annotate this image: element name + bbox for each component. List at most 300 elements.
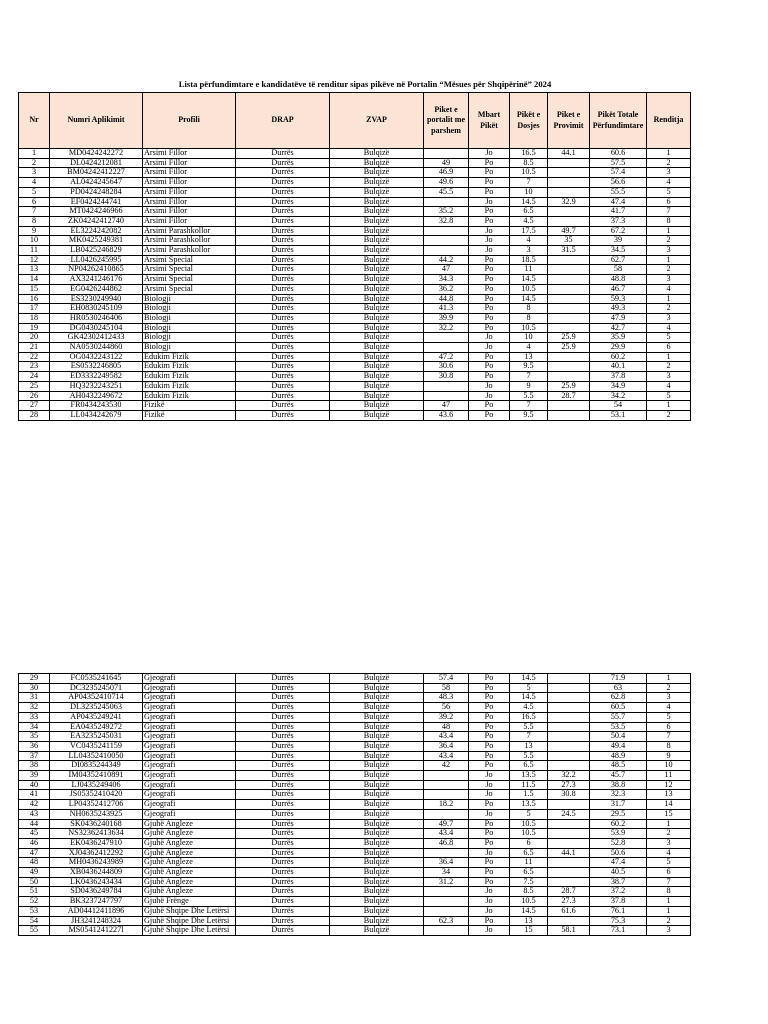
cell-application-number: AX3241246176 [50, 275, 143, 285]
cell-portal-points: 49.7 [424, 819, 469, 829]
cell-exam-points [548, 362, 590, 372]
cell-exam-points [548, 255, 590, 265]
cell-rank: 2 [647, 683, 691, 693]
cell-zvap: Bulqizë [330, 858, 424, 868]
table-row [19, 838, 691, 848]
cell-total-points: 54 [590, 401, 647, 411]
cell-drap: Durrës [236, 693, 330, 703]
cell-profile: Biologji [143, 304, 236, 314]
cell-portal-points [424, 926, 469, 936]
cell-portal-points [424, 246, 469, 256]
cell-dossier-points: 11 [510, 265, 548, 275]
cell-zvap: Bulqizë [330, 800, 424, 810]
header-total-points: Pikët Totale Përfundimtare [590, 93, 647, 149]
cell-drap: Durrës [236, 178, 330, 188]
cell-total-points: 40.1 [590, 362, 647, 372]
cell-zvap: Bulqizë [330, 265, 424, 275]
cell-dossier-points: 16.5 [510, 712, 548, 722]
cell-carry-points: Jo [469, 790, 510, 800]
cell-application-number: LB0425246829 [50, 246, 143, 256]
cell-drap: Durrës [236, 722, 330, 732]
cell-dossier-points: 10.5 [510, 819, 548, 829]
header-application-number: Numri Aplikimit [50, 93, 143, 149]
cell-nr: 4 [19, 178, 50, 188]
cell-application-number: EH0830245109 [50, 304, 143, 314]
cell-rank: 4 [647, 323, 691, 333]
cell-drap: Durrës [236, 819, 330, 829]
cell-profile: Gjeografi [143, 761, 236, 771]
cell-dossier-points: 6.5 [510, 761, 548, 771]
cell-rank: 6 [647, 868, 691, 878]
cell-exam-points [548, 168, 590, 178]
cell-zvap: Bulqizë [330, 790, 424, 800]
cell-application-number: LL04352410050 [50, 751, 143, 761]
cell-dossier-points: 10.5 [510, 168, 548, 178]
cell-portal-points: 62.3 [424, 916, 469, 926]
cell-application-number: EA0435249272 [50, 722, 143, 732]
cell-profile: Gjuhë Shqipe Dhe Letërsi [143, 926, 236, 936]
cell-nr: 13 [19, 265, 50, 275]
cell-exam-points [548, 401, 590, 411]
cell-zvap: Bulqizë [330, 926, 424, 936]
cell-portal-points: 44.2 [424, 255, 469, 265]
table-row [19, 236, 691, 246]
cell-nr: 21 [19, 343, 50, 353]
cell-exam-points: 28.7 [548, 391, 590, 401]
cell-application-number: HQ3232243251 [50, 381, 143, 391]
cell-zvap: Bulqizë [330, 897, 424, 907]
cell-dossier-points: 6.5 [510, 848, 548, 858]
cell-application-number: PD0424248284 [50, 187, 143, 197]
cell-application-number: DL3235245063 [50, 703, 143, 713]
cell-profile: Gjeografi [143, 751, 236, 761]
header-portal-points: Piket e portalit me parshem [424, 93, 469, 149]
cell-total-points: 56.6 [590, 178, 647, 188]
cell-nr: 5 [19, 187, 50, 197]
cell-drap: Durrës [236, 197, 330, 207]
cell-rank: 6 [647, 722, 691, 732]
cell-profile: Gjuhë Shqipe Dhe Letërsi [143, 906, 236, 916]
cell-rank: 12 [647, 780, 691, 790]
cell-drap: Durrës [236, 343, 330, 353]
cell-dossier-points: 4.5 [510, 703, 548, 713]
cell-nr: 53 [19, 906, 50, 916]
cell-application-number: EK0436247910 [50, 838, 143, 848]
cell-application-number: MD0424242272 [50, 149, 143, 159]
cell-total-points: 29.5 [590, 809, 647, 819]
table-row [19, 187, 691, 197]
cell-portal-points: 43.6 [424, 410, 469, 420]
cell-portal-points: 36.4 [424, 858, 469, 868]
cell-exam-points: 27.3 [548, 897, 590, 907]
cell-rank: 7 [647, 207, 691, 217]
cell-portal-points: 46.8 [424, 838, 469, 848]
cell-application-number: SK0436240168 [50, 819, 143, 829]
cell-portal-points: 30.8 [424, 372, 469, 382]
cell-exam-points [548, 722, 590, 732]
cell-application-number: LP04352412706 [50, 800, 143, 810]
table-row [19, 313, 691, 323]
cell-drap: Durrës [236, 323, 330, 333]
cell-portal-points [424, 887, 469, 897]
cell-profile: Arsimi Parashkollor [143, 246, 236, 256]
cell-rank: 1 [647, 897, 691, 907]
cell-rank: 3 [647, 246, 691, 256]
cell-exam-points [548, 819, 590, 829]
table-row [19, 751, 691, 761]
cell-exam-points [548, 868, 590, 878]
cell-drap: Durrës [236, 352, 330, 362]
cell-nr: 10 [19, 236, 50, 246]
cell-rank: 4 [647, 178, 691, 188]
cell-exam-points [548, 216, 590, 226]
cell-exam-points: 28.7 [548, 887, 590, 897]
cell-dossier-points: 11 [510, 858, 548, 868]
table-row [19, 207, 691, 217]
cell-rank: 1 [647, 819, 691, 829]
cell-portal-points: 58 [424, 683, 469, 693]
cell-drap: Durrës [236, 868, 330, 878]
cell-total-points: 49.4 [590, 741, 647, 751]
cell-carry-points: Po [469, 158, 510, 168]
table-row [19, 916, 691, 926]
cell-portal-points [424, 897, 469, 907]
cell-nr: 54 [19, 916, 50, 926]
cell-portal-points: 31.2 [424, 877, 469, 887]
cell-portal-points: 47 [424, 265, 469, 275]
table-row [19, 294, 691, 304]
results-table-page-2 [18, 673, 691, 936]
cell-exam-points: 31.5 [548, 246, 590, 256]
cell-drap: Durrës [236, 255, 330, 265]
cell-carry-points: Po [469, 187, 510, 197]
cell-total-points: 31.7 [590, 800, 647, 810]
cell-dossier-points: 11.5 [510, 780, 548, 790]
cell-total-points: 41.7 [590, 207, 647, 217]
cell-dossier-points: 7 [510, 178, 548, 188]
cell-portal-points [424, 149, 469, 159]
table-row [19, 265, 691, 275]
cell-dossier-points: 9 [510, 381, 548, 391]
cell-nr: 52 [19, 897, 50, 907]
table-row [19, 149, 691, 159]
cell-drap: Durrës [236, 275, 330, 285]
cell-carry-points: Po [469, 732, 510, 742]
cell-zvap: Bulqizë [330, 246, 424, 256]
cell-application-number: ZK04242412740 [50, 216, 143, 226]
cell-profile: Arsimi Fillor [143, 197, 236, 207]
cell-drap: Durrës [236, 829, 330, 839]
cell-nr: 15 [19, 284, 50, 294]
table-row [19, 722, 691, 732]
cell-drap: Durrës [236, 333, 330, 343]
cell-drap: Durrës [236, 887, 330, 897]
cell-dossier-points: 13 [510, 741, 548, 751]
cell-carry-points: Jo [469, 780, 510, 790]
cell-nr: 50 [19, 877, 50, 887]
cell-application-number: LK0436243434 [50, 877, 143, 887]
table-row [19, 741, 691, 751]
cell-drap: Durrës [236, 858, 330, 868]
cell-carry-points: Jo [469, 887, 510, 897]
cell-rank: 3 [647, 838, 691, 848]
cell-total-points: 40.5 [590, 868, 647, 878]
cell-carry-points: Po [469, 207, 510, 217]
cell-zvap: Bulqizë [330, 284, 424, 294]
cell-profile: Gjuhë Angleze [143, 838, 236, 848]
cell-total-points: 47.9 [590, 313, 647, 323]
cell-total-points: 59.3 [590, 294, 647, 304]
cell-total-points: 38.8 [590, 780, 647, 790]
cell-drap: Durrës [236, 391, 330, 401]
cell-dossier-points: 8 [510, 313, 548, 323]
cell-rank: 2 [647, 916, 691, 926]
cell-dossier-points: 14.5 [510, 906, 548, 916]
cell-carry-points: Po [469, 674, 510, 684]
cell-drap: Durrës [236, 401, 330, 411]
cell-profile: Gjeografi [143, 741, 236, 751]
cell-exam-points [548, 732, 590, 742]
cell-application-number: AD04412411896 [50, 906, 143, 916]
cell-total-points: 57.4 [590, 168, 647, 178]
cell-carry-points: Po [469, 401, 510, 411]
table-row [19, 897, 691, 907]
cell-rank: 7 [647, 732, 691, 742]
cell-profile: Arsimi Fillor [143, 168, 236, 178]
cell-zvap: Bulqizë [330, 216, 424, 226]
cell-dossier-points: 3 [510, 246, 548, 256]
cell-total-points: 60.5 [590, 703, 647, 713]
cell-application-number: MK0425249381 [50, 236, 143, 246]
cell-nr: 42 [19, 800, 50, 810]
cell-carry-points: Po [469, 265, 510, 275]
cell-application-number: JS05352410420 [50, 790, 143, 800]
cell-nr: 49 [19, 868, 50, 878]
cell-nr: 14 [19, 275, 50, 285]
cell-portal-points: 44.8 [424, 294, 469, 304]
cell-dossier-points: 7 [510, 372, 548, 382]
cell-drap: Durrës [236, 809, 330, 819]
table-row [19, 362, 691, 372]
cell-zvap: Bulqizë [330, 683, 424, 693]
cell-nr: 11 [19, 246, 50, 256]
cell-nr: 19 [19, 323, 50, 333]
table-row [19, 674, 691, 684]
table-row [19, 809, 691, 819]
cell-application-number: AL0424245647 [50, 178, 143, 188]
cell-zvap: Bulqizë [330, 323, 424, 333]
cell-carry-points: Jo [469, 391, 510, 401]
cell-drap: Durrës [236, 771, 330, 781]
cell-profile: Gjuhë Angleze [143, 887, 236, 897]
cell-exam-points: 27.3 [548, 780, 590, 790]
cell-drap: Durrës [236, 313, 330, 323]
cell-carry-points: Jo [469, 236, 510, 246]
table-row [19, 926, 691, 936]
cell-exam-points [548, 751, 590, 761]
cell-carry-points: Jo [469, 197, 510, 207]
cell-exam-points: 25.9 [548, 381, 590, 391]
header-profile: Profili [143, 93, 236, 149]
cell-total-points: 57.5 [590, 158, 647, 168]
cell-zvap: Bulqizë [330, 236, 424, 246]
cell-profile: Gjuhë Angleze [143, 819, 236, 829]
cell-nr: 16 [19, 294, 50, 304]
cell-exam-points [548, 858, 590, 868]
cell-total-points: 53.9 [590, 829, 647, 839]
cell-profile: Gjeografi [143, 712, 236, 722]
cell-dossier-points: 14.5 [510, 275, 548, 285]
cell-portal-points [424, 333, 469, 343]
cell-total-points: 45.7 [590, 771, 647, 781]
cell-rank: 2 [647, 265, 691, 275]
cell-carry-points: Jo [469, 343, 510, 353]
cell-application-number: AP0435249241 [50, 712, 143, 722]
table-row [19, 877, 691, 887]
cell-nr: 37 [19, 751, 50, 761]
cell-application-number: DL0424212081 [50, 158, 143, 168]
table-row [19, 771, 691, 781]
cell-carry-points: Jo [469, 333, 510, 343]
cell-nr: 47 [19, 848, 50, 858]
cell-carry-points: Po [469, 819, 510, 829]
cell-nr: 41 [19, 790, 50, 800]
cell-rank: 5 [647, 858, 691, 868]
cell-rank: 5 [647, 712, 691, 722]
cell-application-number: XB0436244809 [50, 868, 143, 878]
cell-nr: 7 [19, 207, 50, 217]
cell-profile: Arsimi Special [143, 284, 236, 294]
cell-total-points: 34.2 [590, 391, 647, 401]
cell-profile: Edukim Fizik [143, 381, 236, 391]
cell-portal-points: 36.4 [424, 741, 469, 751]
cell-carry-points: Po [469, 693, 510, 703]
table-row [19, 858, 691, 868]
cell-total-points: 48.9 [590, 751, 647, 761]
cell-rank: 1 [647, 255, 691, 265]
cell-dossier-points: 9.5 [510, 410, 548, 420]
cell-rank: 3 [647, 926, 691, 936]
cell-exam-points: 24.5 [548, 809, 590, 819]
cell-total-points: 37.3 [590, 216, 647, 226]
cell-total-points: 47.4 [590, 858, 647, 868]
cell-portal-points [424, 226, 469, 236]
cell-carry-points: Po [469, 868, 510, 878]
cell-rank: 11 [647, 771, 691, 781]
cell-rank: 15 [647, 809, 691, 819]
cell-exam-points: 44.1 [548, 149, 590, 159]
cell-rank: 1 [647, 674, 691, 684]
cell-profile: Arsimi Special [143, 265, 236, 275]
cell-carry-points: Po [469, 352, 510, 362]
cell-portal-points: 56 [424, 703, 469, 713]
cell-rank: 1 [647, 294, 691, 304]
cell-rank: 9 [647, 751, 691, 761]
cell-exam-points [548, 323, 590, 333]
cell-carry-points: Po [469, 304, 510, 314]
cell-profile: Fizikë [143, 401, 236, 411]
cell-total-points: 49.3 [590, 304, 647, 314]
cell-profile: Gjeografi [143, 683, 236, 693]
cell-profile: Biologji [143, 333, 236, 343]
cell-dossier-points: 14.5 [510, 294, 548, 304]
cell-exam-points [548, 372, 590, 382]
cell-profile: Gjeografi [143, 703, 236, 713]
cell-dossier-points: 7 [510, 401, 548, 411]
cell-carry-points: Jo [469, 897, 510, 907]
document-title: Lista përfundimtare e kandidatëve të renditur sipas pikëve në Portalin “Mësues për Shqipërinë” 2024 [178, 79, 552, 89]
cell-application-number: FR0434243530 [50, 401, 143, 411]
cell-portal-points: 49.6 [424, 178, 469, 188]
cell-rank: 1 [647, 906, 691, 916]
cell-application-number: NP04262410865 [50, 265, 143, 275]
table-row [19, 168, 691, 178]
cell-carry-points: Jo [469, 906, 510, 916]
cell-carry-points: Po [469, 712, 510, 722]
cell-profile: Arsimi Fillor [143, 216, 236, 226]
cell-rank: 3 [647, 372, 691, 382]
table-row [19, 906, 691, 916]
cell-profile: Gjeografi [143, 790, 236, 800]
cell-total-points: 50.4 [590, 732, 647, 742]
cell-drap: Durrës [236, 284, 330, 294]
cell-exam-points: 30.8 [548, 790, 590, 800]
cell-carry-points: Po [469, 877, 510, 887]
cell-drap: Durrës [236, 916, 330, 926]
header-drap: DRAP [236, 93, 330, 149]
cell-nr: 44 [19, 819, 50, 829]
cell-zvap: Bulqizë [330, 178, 424, 188]
cell-dossier-points: 1.5 [510, 790, 548, 800]
cell-exam-points [548, 800, 590, 810]
cell-dossier-points: 10.5 [510, 829, 548, 839]
cell-zvap: Bulqizë [330, 362, 424, 372]
cell-total-points: 34.9 [590, 381, 647, 391]
cell-profile: Arsimi Fillor [143, 207, 236, 217]
table-row [19, 197, 691, 207]
cell-zvap: Bulqizë [330, 848, 424, 858]
cell-profile: Arsimi Fillor [143, 149, 236, 159]
cell-zvap: Bulqizë [330, 877, 424, 887]
cell-dossier-points: 14.5 [510, 674, 548, 684]
cell-profile: Gjuhë Angleze [143, 877, 236, 887]
table-row [19, 255, 691, 265]
cell-exam-points [548, 187, 590, 197]
cell-portal-points: 35.2 [424, 207, 469, 217]
cell-zvap: Bulqizë [330, 916, 424, 926]
cell-nr: 18 [19, 313, 50, 323]
cell-rank: 10 [647, 761, 691, 771]
cell-exam-points: 44.1 [548, 848, 590, 858]
table-row [19, 761, 691, 771]
cell-portal-points: 39.2 [424, 712, 469, 722]
cell-zvap: Bulqizë [330, 401, 424, 411]
cell-zvap: Bulqizë [330, 887, 424, 897]
cell-application-number: BM04242412227 [50, 168, 143, 178]
cell-drap: Durrës [236, 158, 330, 168]
cell-nr: 36 [19, 741, 50, 751]
cell-zvap: Bulqizë [330, 868, 424, 878]
cell-carry-points: Po [469, 284, 510, 294]
cell-exam-points [548, 284, 590, 294]
cell-portal-points: 43.4 [424, 732, 469, 742]
cell-zvap: Bulqizë [330, 780, 424, 790]
cell-portal-points: 18.2 [424, 800, 469, 810]
cell-drap: Durrës [236, 207, 330, 217]
cell-profile: Gjuhë Angleze [143, 848, 236, 858]
cell-drap: Durrës [236, 926, 330, 936]
cell-dossier-points: 5.5 [510, 751, 548, 761]
